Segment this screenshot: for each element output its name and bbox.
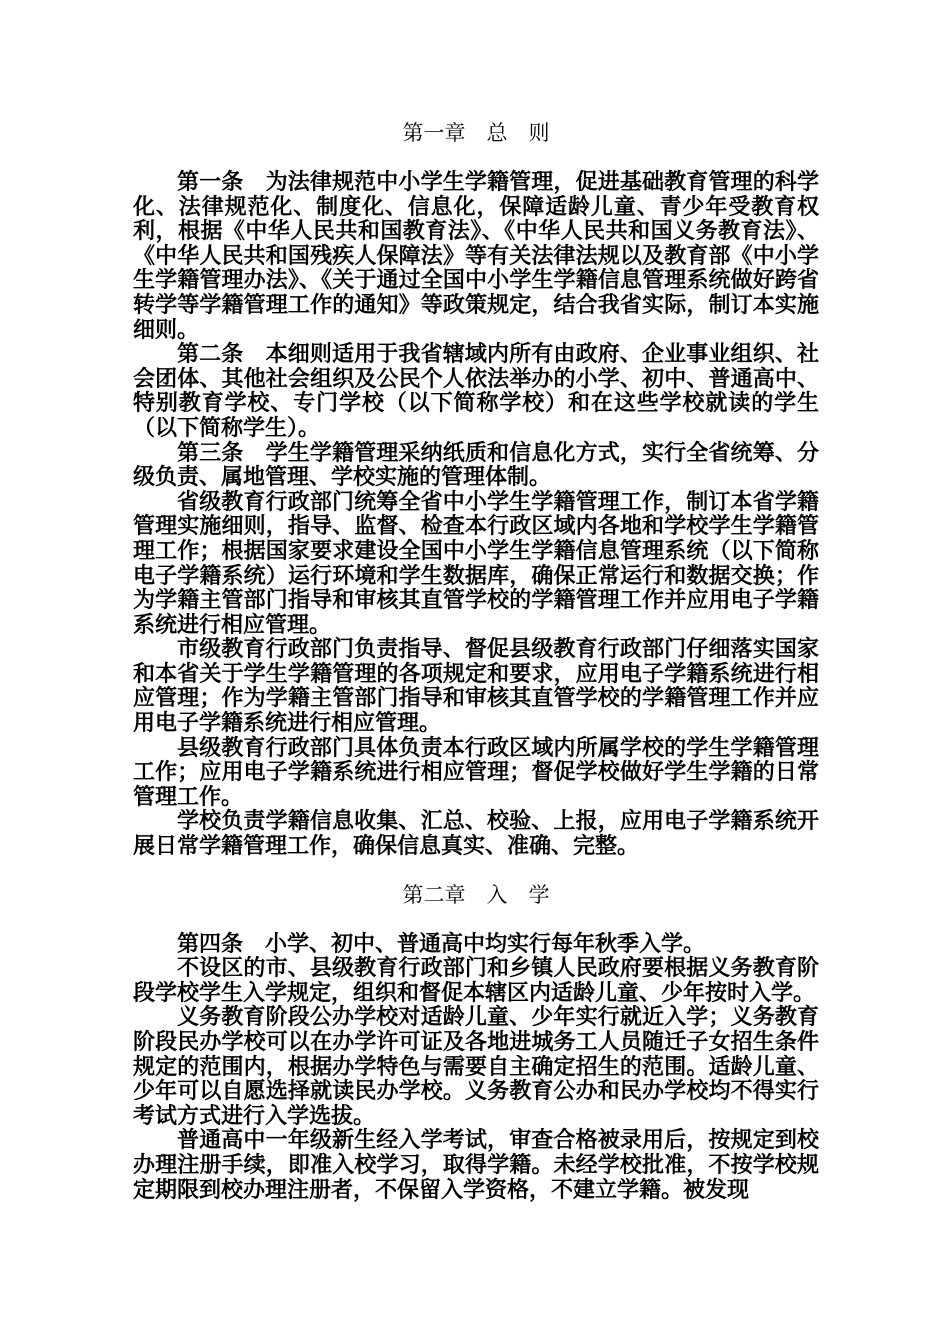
enrollment-organization-paragraph: 不设区的市、县级教育行政部门和乡镇人民政府要根据义务教育阶段学校学生入学规定，组织和督促本辖区内适龄儿童、少年按时入学。 <box>133 956 819 1006</box>
article-4-paragraph: 第四条 小学、初中、普通高中均实行每年秋季入学。 <box>177 931 706 957</box>
provincial-duty-paragraph: 省级教育行政部门统筹全省中小学生学籍管理工作，制订本省学籍管理实施细则，指导、监督、检查本行政区域内各地和学校学生学籍管理工作；根据国家要求建设全国中小学生学籍信息管理系统（以下简称电子学籍系统）运行环境和学生数据库，确保正常运行和数据交换；作为学籍主管部门指导和审核其直管学校的学籍管理工作并应用电子学籍系统进行相应管理。 <box>133 489 819 638</box>
school-duty-paragraph: 学校负责学籍信息收集、汇总、校验、上报，应用电子学籍系统开展日常学籍管理工作，确保信息真实、准确、完整。 <box>133 809 819 860</box>
nearby-enrollment-paragraph: 义务教育阶段公办学校对适龄儿童、少年实行就近入学；义务教育阶段民办学校可以在办学许可证及各地进城务工人员随迁子女招生条件规定的范围内，根据办学特色与需要自主确定招生的范围。适龄儿童、少年可以自愿选择就读民办学校。义务教育公办和民办学校均不得实行考试方式进行入学选拔。 <box>133 1005 819 1129</box>
county-duty-paragraph: 县级教育行政部门具体负责本行政区域内所属学校的学生学籍管理工作；应用电子学籍系统进行相应管理；督促学校做好学生学籍的日常管理工作。 <box>133 735 819 810</box>
high-school-registration-paragraph: 普通高中一年级新生经入学考试，审查合格被录用后，按规定到校办理注册手续，即准入校学习，取得学籍。未经学校批准，不按学校规定期限到校办理注册者，不保留入学资格，不建立学籍。被发现 <box>133 1128 819 1203</box>
chapter-1-title: 第一章 总 则 <box>402 121 550 145</box>
article-2-paragraph: 第二条 本细则适用于我省辖域内所有由政府、企业事业组织、社会团体、其他社会组织及公民个人依法举办的小学、初中、普通高中、特别教育学校、专门学校（以下简称学校）和在这些学校就读的学生（以下简称学生）。 <box>133 342 819 441</box>
chapter-2-title: 第二章 入 学 <box>402 882 550 907</box>
document-body <box>133 117 819 1203</box>
article-1-paragraph: 第一条 为法律规范中小学生学籍管理，促进基础教育管理的科学化、法律规范化、制度化、信息化，保障适龄儿童、青少年受教育权利，根据《中华人民共和国教育法》、《中华人民共和国义务教育法》、《中华人民共和国残疾人保障法》等有关法律法规以及教育部《中小学生学籍管理办法》、《关于通过全国中小学生学籍信息管理系统做好跨省转学等学籍管理工作的通知》等政策规定，结合我省实际，制订本实施细则。 <box>133 170 819 343</box>
article-3-paragraph: 第三条 学生学籍管理采纳纸质和信息化方式，实行全省统筹、分级负责、属地管理、学校实施的管理体制。 <box>133 440 819 491</box>
municipal-duty-paragraph: 市级教育行政部门负责指导、督促县级教育行政部门仔细落实国家和本省关于学生学籍管理的各项规定和要求，应用电子学籍系统进行相应管理；作为学籍主管部门指导和审核其直管学校的学籍管理工作并应用电子学籍系统进行相应管理。 <box>133 637 819 737</box>
